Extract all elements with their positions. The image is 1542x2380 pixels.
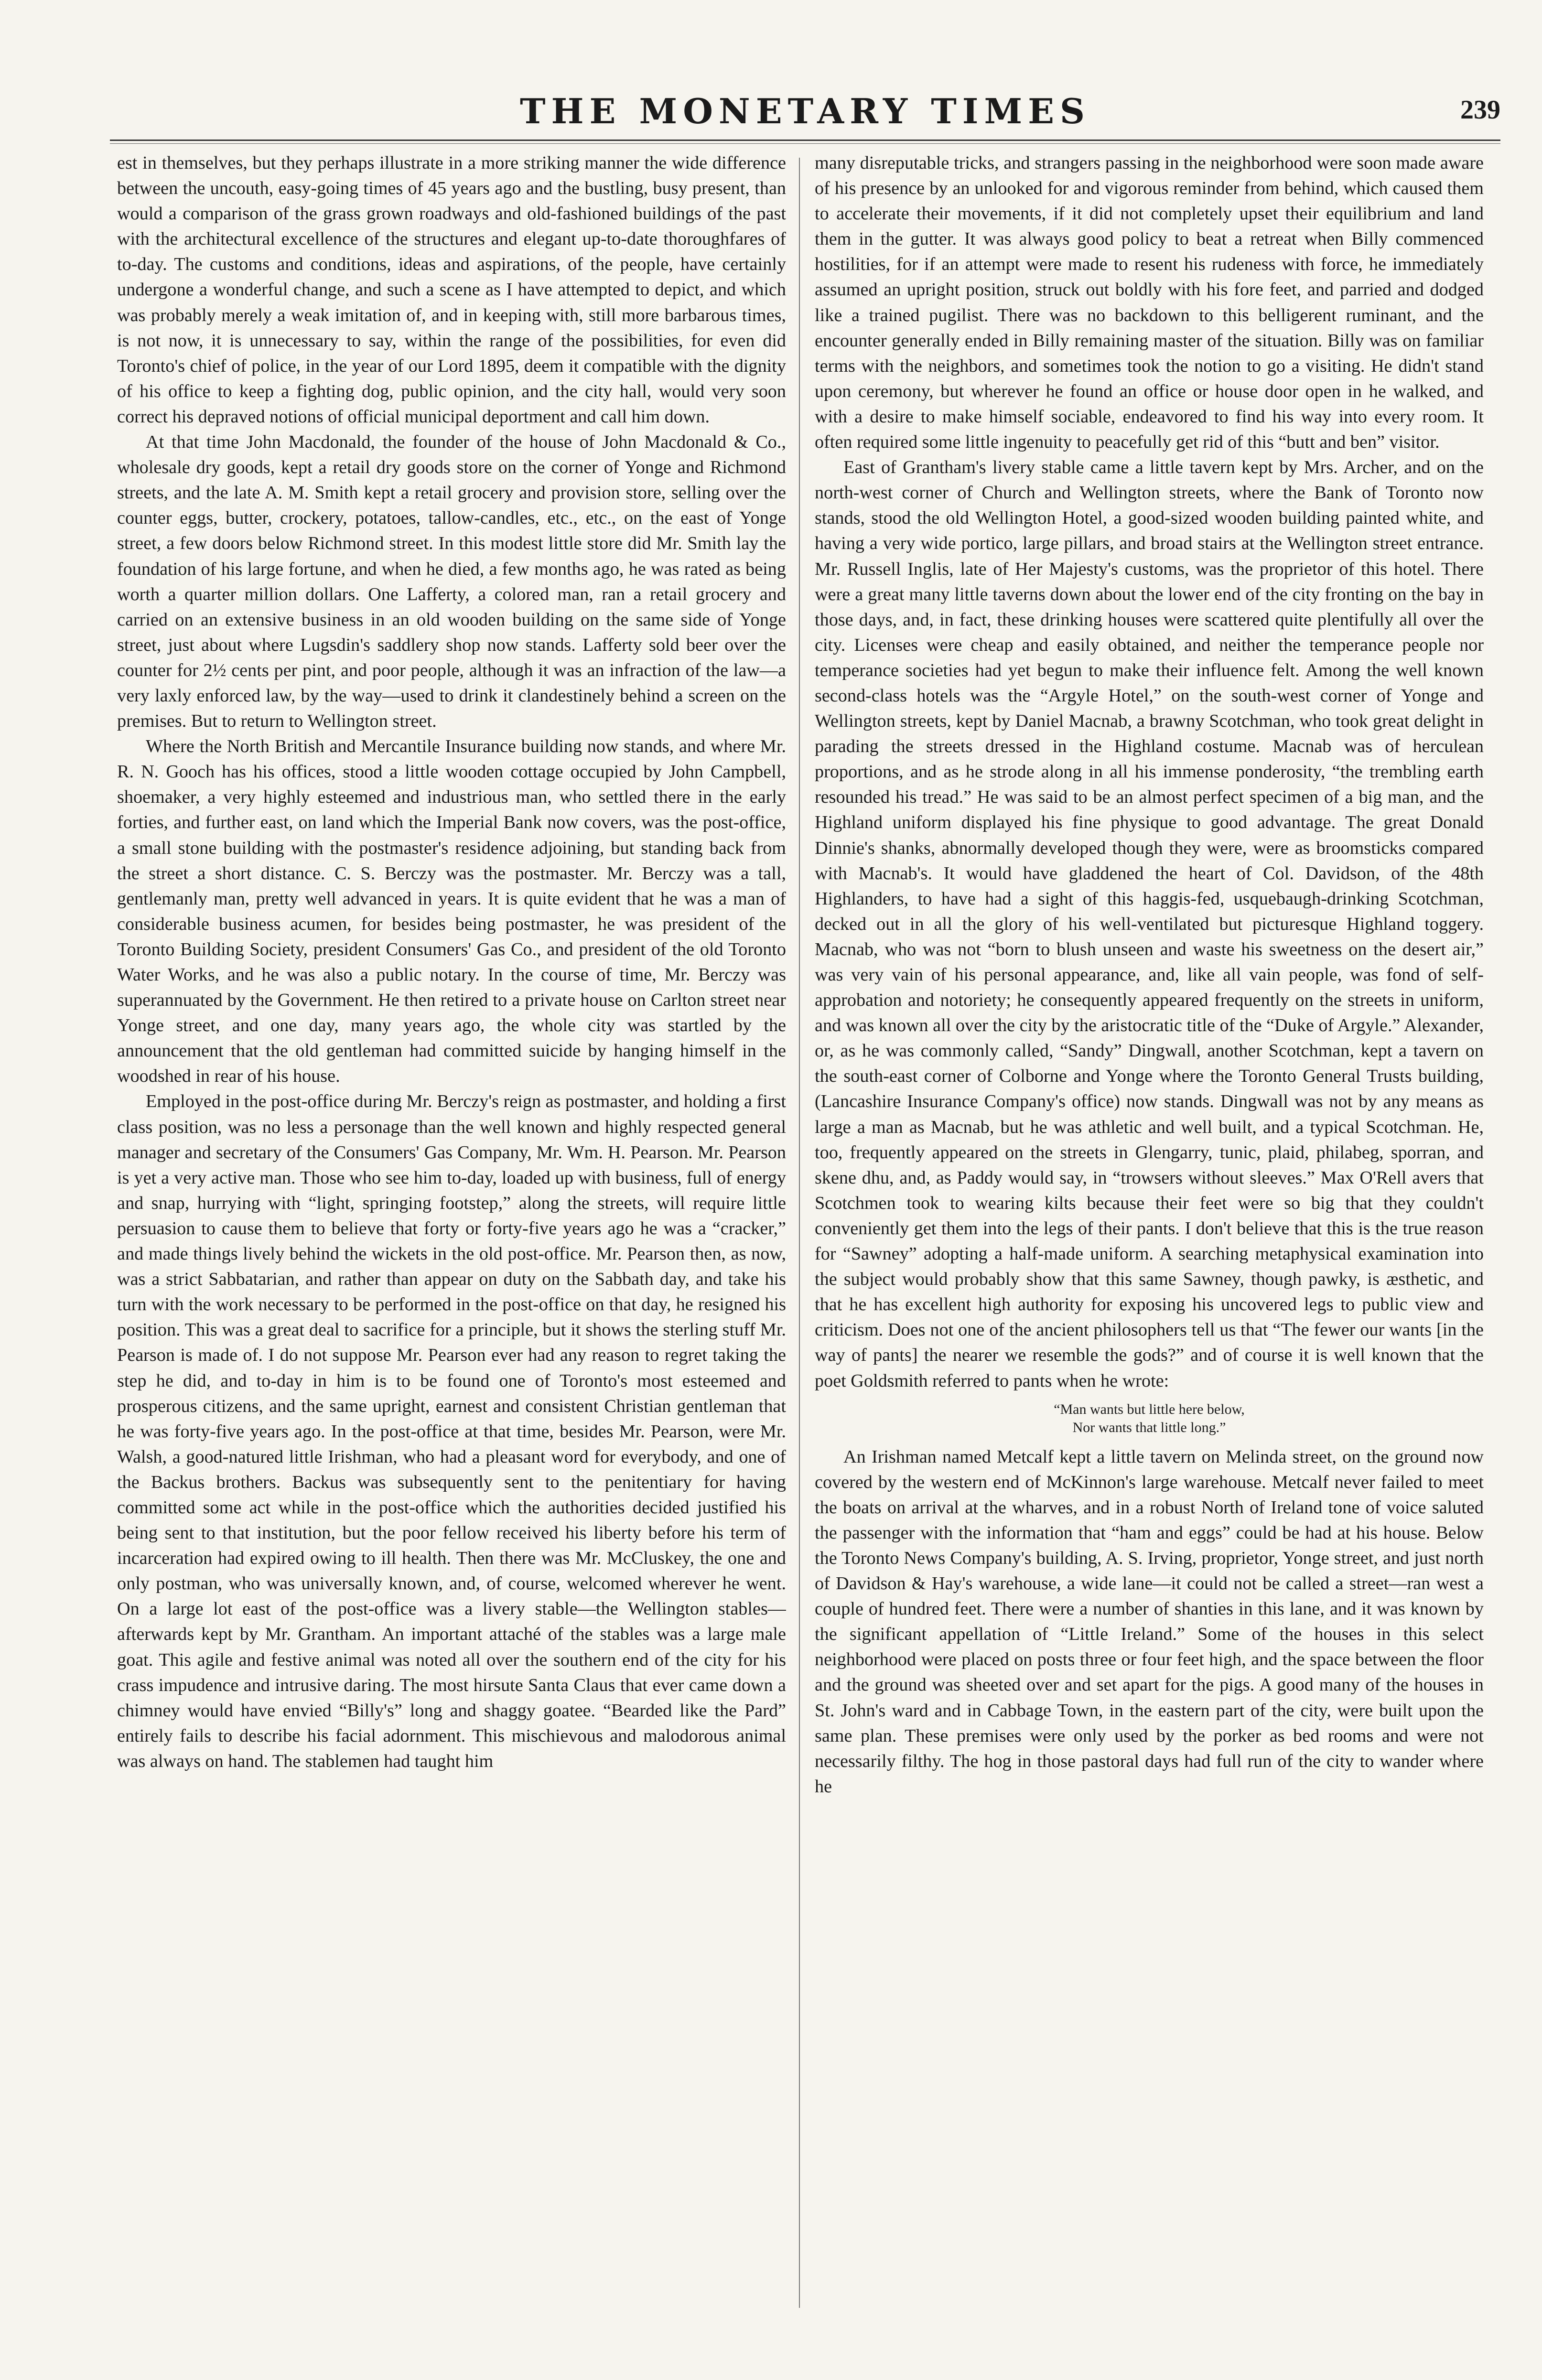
page-number: 239: [1460, 95, 1500, 125]
paragraph: many disreputable tricks, and strangers passing in the neighborhood were soon made aware of his presence by an unlooked for and vigorous reminder from behind, which caused them to accelerate their movements, if it did not completely upset their equilibrium and land them in the gutter. It was always good policy to beat a retreat when Billy commenced hostilities, for if an attempt were made to resent his rudeness with force, he immediately assumed an upright position, struck out boldly with his fore feet, and parried and dodged like a trained pugilist. There was no backdown to this belligerent ruminant, and the encounter generally ended in Billy remaining master of the situation. Billy was on familiar terms with the neighbors, and sometimes took the notion to go a visiting. He didn't stand upon ceremony, but wherever he found an office or house door open in he walked, and with a desire to make himself sociable, endeavored to find his way into every room. It often required some little ingenuity to peacefully get rid of this “butt and ben” visitor.: [815, 153, 1484, 452]
header-rule: [110, 140, 1500, 141]
verse-line: Nor wants that little long.”: [1072, 1419, 1226, 1435]
paragraph: At that time John Macdonald, the founder of the house of John Macdonald & Co., wholesale dry goods, kept a retail dry goods store on the corner of Yonge and Richmond streets, and the late A. M. Smith kept a retail grocery and provision store, selling over the counter eggs, butter, crockery, potatoes, tallow-candles, etc., etc., on the east of Yonge street, a few doors below Richmond street. In this modest little store did Mr. Smith lay the foundation of his large fortune, and when he died, a few months ago, he was rated as being worth a quarter million dollars. One Lafferty, a colored man, ran a retail grocery and carried on an extensive business in an old wooden building on the same side of Yonge street, just about where Lugsdin's saddlery shop now stands. Lafferty sold beer over the counter for 2½ cents per pint, and poor people, although it was an infraction of the law—a very laxly enforced law, by the way—used to drink it clandestinely behind a screen on the premises. But to return to Wellington street.: [117, 432, 786, 732]
paragraph: East of Grantham's livery stable came a little tavern kept by Mrs. Archer, and on the north-west corner of Church and Wellington streets, where the Bank of Toronto now stands, stood the old Wellington Hotel, a good-sized wooden building painted white, and having a very wide portico, large pillars, and broad stairs at the Wellington street entrance. Mr. Russell Inglis, late of Her Majesty's customs, was the proprietor of this hotel. There were a great many little taverns down about the lower end of the city fronting on the bay in those days, and, in fact, these drinking houses were scattered quite plentifully all over the city. Licenses were cheap and easily obtained, and neither the temperance people nor temperance societies had yet begun to make their influence felt. Among the well known second-class hotels was the “Argyle Hotel,” on the south-west corner of Yonge and Wellington streets, kept by Daniel Macnab, a brawny Scotchman, who took great delight in parading the streets dressed in the Highland costume. Macnab was of herculean proportions, and as he strode along in all his immense ponderosity, “the trembling earth resounded his tread.” He was said to be an almost perfect specimen of a big man, and the Highland uniform displayed his fine physique to good advantage. The great Donald Dinnie's shanks, abnormally developed though they were, were as broomsticks compared with Macnab's. It would have gladdened the heart of Col. Davidson, of the 48th Highlanders, to have had a sight of this haggis-fed, usquebaugh-drinking Scotchman, decked out in all the glory of his well-ventilated but picturesque Highland toggery. Macnab, who was not “born to blush unseen and waste his sweetness on the desert air,” was very vain of his personal appearance, and, like all vain people, was fond of self-approbation and notoriety; he consequently appeared frequently on the streets in uniform, and was known all over the city by the aristocratic title of the “Duke of Argyle.” Alexander, or, as he was commonly called, “Sandy” Dingwall, another Scotchman, kept a tavern on the south-east corner of Colborne and Yonge where the Toronto General Trusts building, (Lancashire Insurance Company's office) now stands. Dingwall was not by any means as large a man as Macnab, but he was athletic and well built, and a typical Scotchman. He, too, frequently appeared on the streets in Glengarry, tunic, plaid, philabeg, sporran, and skene dhu, and, as Paddy would say, in “trowsers without sleeves.” Max O'Rell avers that Scotchmen took to wearing kilts because their feet were so big that they couldn't conveniently get them into the legs of their pants. I don't believe that this is the true reason for “Sawney” adopting a half-made uniform. A searching metaphysical examination into the subject would probably show that this same Sawney, though pawky, is æsthetic, and that he has excellent high authority for exposing his uncovered legs to public view and criticism. Does not one of the ancient philosophers tell us that “The fewer our wants [in the way of pants] the nearer we resemble the gods?” and of course it is well known that the poet Goldsmith referred to pants when he wrote:: [815, 457, 1484, 1391]
left-column: [117, 151, 786, 2329]
paragraph: Where the North British and Mercantile Insurance building now stands, and where Mr. R. N. Gooch has his offices, stood a little wooden cottage occupied by John Campbell, shoemaker, a very highly esteemed and industrious man, who settled there in the early forties, and further east, on land which the Imperial Bank now covers, was the post-office, a small stone building with the postmaster's residence adjoining, but standing back from the street a short distance. C. S. Berczy was the postmaster. Mr. Berczy was a tall, gentlemanly man, pretty well advanced in years. It is quite evident that he was a man of considerable business acumen, for besides being postmaster, he was president of the Toronto Building Society, president Consumers' Gas Co., and president of the old Toronto Water Works, and he was also a public notary. In the course of time, Mr. Berczy was superannuated by the Government. He then retired to a private house on Carlton street near Yonge street, and one day, many years ago, the whole city was startled by the announcement that the old gentleman had committed suicide by hanging himself in the woodshed in rear of his house.: [117, 736, 786, 1087]
masthead: [110, 91, 1500, 143]
header-rule-thin: [110, 143, 1500, 144]
paragraph: est in themselves, but they perhaps illustrate in a more striking manner the wide difference between the uncouth, easy-going times of 45 years ago and the bustling, busy present, than would a comparison of the grass grown roadways and old-fashioned buildings of the past with the architectural excellence of the structures and elegant up-to-date thoroughfares of to-day. The customs and conditions, ideas and aspirations, of the people, have certainly undergone a wonderful change, and such a scene as I have attempted to depict, and which was probably merely a weak imitation of, and in keeping with, still more barbarous times, is not now, it is unnecessary to say, within the range of the possibilities, for even did Toronto's chief of police, in the year of our Lord 1895, deem it compatible with the dignity of his office to keep a fighting dog, public opinion, and the city hall, would very soon correct his depraved notions of official municipal deportment and call him down.: [117, 153, 786, 427]
publication-title: THE MONETARY TIMES: [519, 91, 1091, 131]
verse-line: “Man wants but little here below,: [1054, 1401, 1245, 1417]
right-column: [815, 151, 1484, 2329]
paragraph: An Irishman named Metcalf kept a little tavern on Melinda street, on the ground now covered by the western end of McKinnon's large warehouse. Metcalf never failed to meet the boats on arrival at the wharves, and in a robust North of Ireland tone of voice saluted the passenger with the information that “ham and eggs” could be had at his house. Below the Toronto News Company's building, A. S. Irving, proprietor, Yonge street, and just north of Davidson & Hay's warehouse, a wide lane—it could not be called a street—ran west a couple of hundred feet. There were a number of shanties in this lane, and it was known by the significant appellation of “Little Ireland.” Some of the houses in this select neighborhood were placed on posts three or four feet high, and the space between the floor and the ground was sheeted over and set apart for the pigs. A good many of the houses in St. John's ward and in Cabbage Town, in the eastern part of the city, were built upon the same plan. These premises were only used by the porker as bed rooms and were not necessarily filthy. The hog in those pastoral days had full run of the city to wander where he: [815, 1446, 1484, 1797]
paragraph: Employed in the post-office during Mr. Berczy's reign as postmaster, and holding a first class position, was no less a personage than the well known and highly respected general manager and secretary of the Consumers' Gas Company, Mr. Wm. H. Pearson. Mr. Pearson is yet a very active man. Those who see him to-day, loaded up with business, full of energy and snap, hurrying with “light, springing footstep,” along the streets, will require little persuasion to cause them to believe that forty or forty-five years ago he was a “cracker,” and made things lively behind the wickets in the old post-office. Mr. Pearson then, as now, was a strict Sabbatarian, and rather than appear on duty on the Sabbath day, and take his turn with the work necessary to be performed in the post-office on that day, he resigned his position. This was a great deal to sacrifice for a principle, but it shows the sterling stuff Mr. Pearson is made of. I do not suppose Mr. Pearson ever had any reason to regret taking the step he did, and to-day in him is to be found one of Toronto's most esteemed and prosperous citizens, and the same upright, earnest and consistent Christian gentleman that he was forty-five years ago. In the post-office at that time, besides Mr. Pearson, were Mr. Walsh, a good-natured little Irishman, who had a pleasant word for everybody, and one of the Backus brothers. Backus was subsequently sent to the penitentiary for having committed some act while in the post-office which the authorities decided justified his being sent to that institution, but the poor fellow received his liberty before his term of incarceration had expired owing to ill health. Then there was Mr. McCluskey, the one and only postman, who was universally known, and, of course, welcomed wherever he went. On a large lot east of the post-office was a livery stable—the Wellington stables—afterwards kept by Mr. Grantham. An important attaché of the stables was a large male goat. This agile and festive animal was noted all over the southern end of the city for his crass impudence and intrusive daring. The most hirsute Santa Claus that ever came down a chimney would have envied “Billy's” long and shaggy goatee. “Bearded like the Pard” entirely fails to describe his facial adornment. This mischievous and malodorous animal was always on hand. The stablemen had taught him: [117, 1091, 786, 1771]
column-divider: [799, 158, 800, 2308]
verse-quote: [815, 1400, 1484, 1437]
